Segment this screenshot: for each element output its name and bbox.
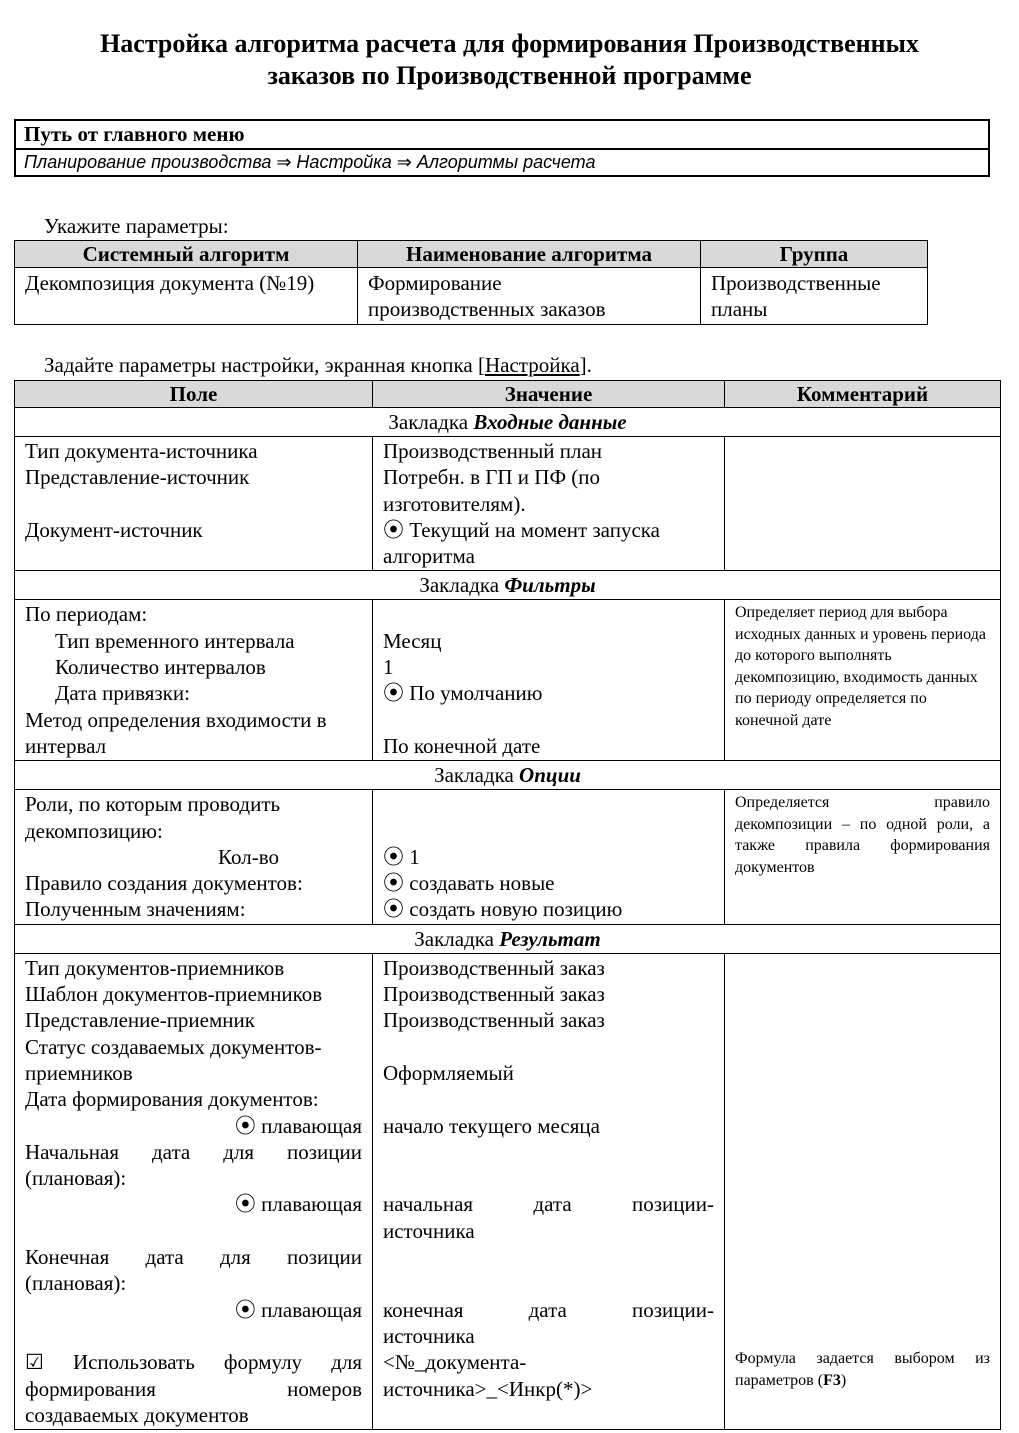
settings-button-ref: Настройка xyxy=(484,353,580,377)
radio-floating-2: ⦿ плавающая xyxy=(234,1192,362,1217)
cell-system-algorithm: Декомпозиция документа (№19) xyxy=(15,268,358,325)
result-values: Производственный заказ Производственный заказ Производственный заказ Оформляемый начало текущего месяца начальная дата позиции- источника конечная дата позиции- источника <№_документа- источника>_<Инкр(*)> xyxy=(373,953,725,1429)
filters-fields: По периодам: Тип временного интервала Количество интервалов Дата привязки: Метод определения входимости в интервал xyxy=(15,600,373,761)
input-values: Производственный план Потребн. в ГП и ПФ (по изготовителям). ⦿ Текущий на момент запуска алгоритма xyxy=(373,437,725,571)
radio-current-doc: ⦿ Текущий на момент запуска xyxy=(383,517,660,542)
radio-new-position: ⦿ создать новую позицию xyxy=(383,897,623,922)
params-header-row xyxy=(15,241,928,268)
page-title xyxy=(0,28,1019,92)
cell-group: Производственные планы xyxy=(701,268,928,325)
menu-path-box xyxy=(14,119,990,177)
section-filters: Закладка Фильтры xyxy=(15,571,1001,600)
header-system-algorithm: Системный алгоритм xyxy=(15,241,358,268)
header-group: Группа xyxy=(701,241,928,268)
section-options: Закладка Опции xyxy=(15,761,1001,790)
header-algorithm-name: Наименование алгоритма xyxy=(358,241,701,268)
options-row xyxy=(15,790,1001,924)
menu-path-text: Планирование производства ⇒ Настройка ⇒ Алгоритмы расчета xyxy=(24,152,596,172)
settings-header-row xyxy=(15,381,1001,408)
cell-algorithm-name: Формирование производственных заказов xyxy=(358,268,701,325)
result-row xyxy=(15,953,1001,1429)
params-table xyxy=(14,240,928,325)
input-data-row xyxy=(15,437,1001,571)
radio-default: ⦿ По умолчанию xyxy=(383,681,543,706)
params-row xyxy=(15,268,928,325)
header-comment: Комментарий xyxy=(725,381,1001,408)
radio-create-new: ⦿ создавать новые xyxy=(383,871,555,896)
input-comment xyxy=(725,437,1001,571)
filters-row xyxy=(15,600,1001,761)
radio-floating-3: ⦿ плавающая xyxy=(234,1297,362,1322)
result-comment: Формула задается выбором из параметров (F3) xyxy=(725,953,1001,1429)
filters-values: Месяц 1 ⦿ По умолчанию По конечной дате xyxy=(373,600,725,761)
settings-intro: Задайте параметры настройки, экранная кнопка [Настройка]. xyxy=(44,353,592,377)
title-line-1: Настройка алгоритма расчета для формирования Производственных xyxy=(100,29,919,58)
header-field: Поле xyxy=(15,381,373,408)
settings-table xyxy=(14,380,1001,1430)
options-comment: Определяется правило декомпозиции – по одной роли, а также правила формирования документов xyxy=(725,790,1001,924)
checkbox-use-formula: ☑ Использовать формулу для xyxy=(25,1350,362,1375)
radio-floating-1: ⦿ плавающая xyxy=(234,1113,362,1138)
options-values xyxy=(373,790,725,924)
params-intro: Укажите параметры: xyxy=(44,214,229,238)
radio-count: ⦿ 1 xyxy=(383,844,420,869)
header-value: Значение xyxy=(373,381,725,408)
filters-comment: Определяет период для выбора исходных данных и уровень периода до которого выполнять декомпозицию, входимость данных по периоду определяется по конечной дате xyxy=(725,600,1001,761)
title-line-2: заказов по Производственной программе xyxy=(267,61,752,90)
result-fields: Тип документов-приемников Шаблон документов-приемников Представление-приемник Статус создаваемых документов- приемников Дата формирования документов: ⦿ плавающая Начальная дата для позиции (плановая): ⦿ плавающая Конечная дата для позиции (плановая): ⦿ плавающая ☑ Использовать формулу для формирования номеров создаваемых документов xyxy=(15,953,373,1429)
section-result: Закладка Результат xyxy=(15,924,1001,953)
input-fields: Тип документа-источника Представление-источник Документ-источник xyxy=(15,437,373,571)
section-input-data: Закладка Входные данные xyxy=(15,408,1001,437)
menu-path-header: Путь от главного меню xyxy=(16,121,988,150)
options-fields: Роли, по которым проводить декомпозицию: Кол-во Правило создания документов: Полученным значениям: xyxy=(15,790,373,924)
